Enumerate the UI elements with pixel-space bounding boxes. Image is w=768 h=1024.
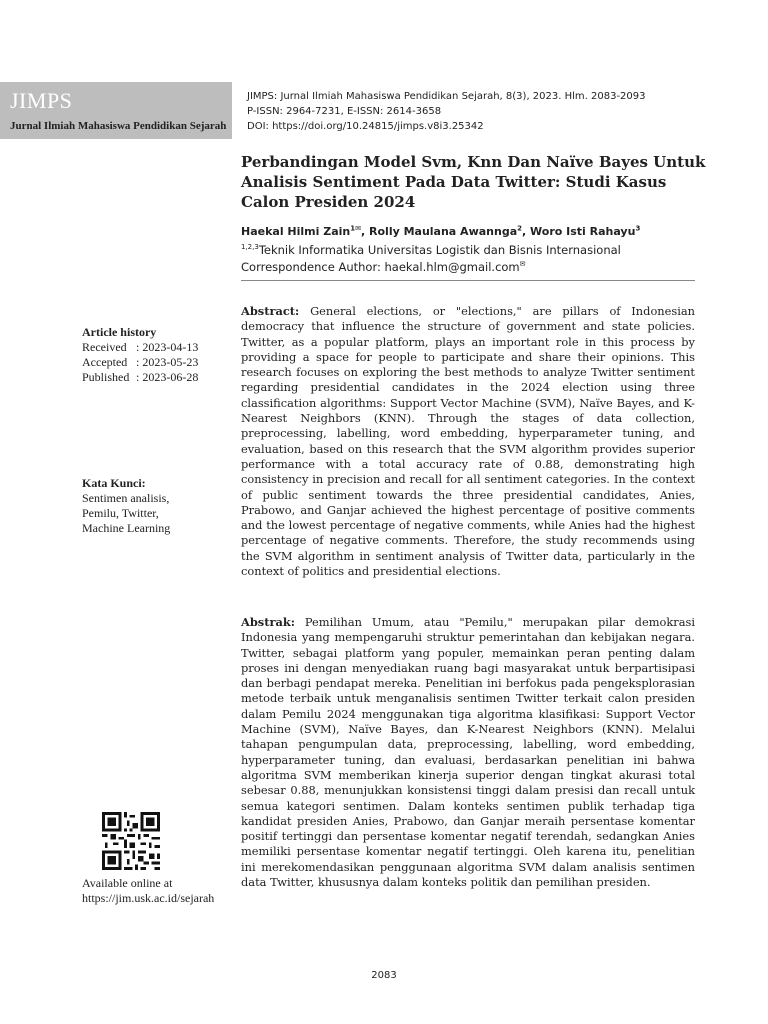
abstract-text: General elections, or "elections," are pillars of Indonesian democracy that influence the structure of government and state policies. Twitter, as a popular platform, plays an important role in this process by providing a space for people to participate and share their opinions. This research focuses on exploring the best methods to analyze Twitter sentiment regarding presidential candidates in the 2024 election using three classification algorithms: Support Vector Machine (SVM), Naïve Bayes, and K-Nearest Neighbors (KNN). Through the stages of data collection, preprocessing, labelling, word embedding, hyperparameter tuning, and evaluation, based on this research that the SVM algorithm provides superior performance with a total accuracy rate of 0.88, demonstrating high consistency in precision and recall for all sentiment categories. In the context of public sentiment towards the three presidential candidates, Anies, Prabowo, and Ganjar achieved the highest percentage of positive comments and the lowest percentage of negative comments, while Anies had the highest percentage of negative comments. Therefore, the study recommends using the SVM algorithm in sentiment analysis of Twitter data, particularly in the context of politics and presidential elections. <box>241 304 695 579</box>
author-name: Woro Isti Rahayu <box>530 225 636 238</box>
abstrak-text: Pemilihan Umum, atau "Pemilu," merupakan pilar demokrasi Indonesia yang mempengaruhi struktur pemerintahan dan kebijakan negara. Twitter, sebagai platform yang populer, memainkan peran penting dalam proses ini dengan menyediakan ruang bagi masyarakat untuk berpartisipasi dan berbagi pendapat mereka. Penelitian ini berfokus pada pengeksplorasian metode terbaik untuk menganalisis sentimen Twitter terkait calon presiden dalam Pemilu 2024 menggunakan tiga algoritma klasifikasi: Support Vector Machine (SVM), Naïve Bayes, dan K-Nearest Neighbors (KNN). Melalui tahapan pengumpulan data, preprocessing, labelling, word embedding, hyperparameter tuning, dan evaluasi, berdasarkan penelitian ini bahwa algoritma SVM memberikan kinerja superior dengan tingkat akurasi total sebesar 0.88, menunjukkan konsistensi tinggi dalam presisi dan recall untuk semua kategori sentimen. Dalam konteks sentimen publik terhadap tiga kandidat presiden Anies, Prabowo, dan Ganjar meraih persentase komentar positif tertinggi dan persentase komentar negatif terendah, sedangkan Anies memiliki persentase komentar negatif tertinggi. Oleh karena itu, penelitian ini merekomendasikan penggunaan algoritma SVM dalam analisis sentimen data Twitter, khususnya dalam konteks politik dan pemilihan presiden. <box>241 615 695 890</box>
correspondence: Correspondence Author: haekal.hlm@gmail.com <box>241 260 520 274</box>
history-label: Received <box>82 340 127 354</box>
history-heading: Article history <box>82 325 157 339</box>
availability <box>82 876 214 906</box>
affiliation-block <box>241 242 621 276</box>
journal-meta <box>247 89 646 134</box>
mail-icon: ✉ <box>519 260 526 269</box>
page-number: 2083 <box>371 970 397 981</box>
article-history <box>82 325 198 385</box>
keywords-heading: Kata Kunci: <box>82 476 146 490</box>
affiliation-sup: 1,2,3 <box>241 243 259 252</box>
abstract-indonesian <box>241 615 695 890</box>
history-row <box>82 355 198 370</box>
keyword-line: Sentimen analisis, <box>82 491 170 505</box>
author-sup: 2 <box>517 224 522 233</box>
affiliation: Teknik Informatika Universitas Logistik dan Bisnis Internasional <box>258 243 621 257</box>
available-link[interactable]: https://jim.usk.ac.id/sejarah <box>82 891 215 905</box>
abstract-label: Abstract: <box>241 304 300 318</box>
abstract-english <box>241 304 695 579</box>
history-label: Accepted <box>82 355 128 369</box>
author-sup: 3 <box>635 224 641 233</box>
doi-link[interactable]: DOI: https://doi.org/10.24815/jimps.v8i3.25342 <box>247 121 484 132</box>
journal-logo <box>0 82 232 139</box>
logo-subtitle: Jurnal Ilmiah Mahasiswa Pendidikan Sejarah <box>10 120 227 132</box>
qr-code-icon <box>102 812 160 870</box>
abstrak-label: Abstrak: <box>241 615 295 629</box>
history-value: : 2023-05-23 <box>136 355 199 369</box>
keyword-line: Pemilu, Twitter, <box>82 506 159 520</box>
history-row <box>82 370 198 385</box>
issn: P-ISSN: 2964-7231, E-ISSN: 2614-3658 <box>247 106 442 117</box>
article-title: Perbandingan Model Svm, Knn Dan Naïve Bayes Untuk Analisis Sentiment Pada Data Twitter: Studi Kasus Calon Presiden 2024 <box>241 153 706 211</box>
available-label: Available online at <box>82 876 173 890</box>
author-name: Rolly Maulana Awannga <box>369 225 518 238</box>
author-name: Haekal Hilmi Zain <box>241 225 351 238</box>
divider <box>241 280 695 281</box>
author-list: Haekal Hilmi Zain$^{1✉}$, Rolly Maulana Awannga$^2$, Woro Isti Rahayu$^3$ <box>241 224 641 238</box>
history-value: : 2023-06-28 <box>136 370 199 384</box>
logo-name: JIMPS <box>10 88 73 113</box>
keyword-line: Machine Learning <box>82 521 171 535</box>
citation: JIMPS: Jurnal Ilmiah Mahasiswa Pendidikan Sejarah, 8(3), 2023. Hlm. 2083-2093 <box>247 91 646 102</box>
history-value: : 2023-04-13 <box>136 340 199 354</box>
author-sup: 1✉ <box>350 224 361 233</box>
history-row <box>82 340 198 355</box>
history-label: Published <box>82 370 130 384</box>
keywords <box>82 476 170 536</box>
